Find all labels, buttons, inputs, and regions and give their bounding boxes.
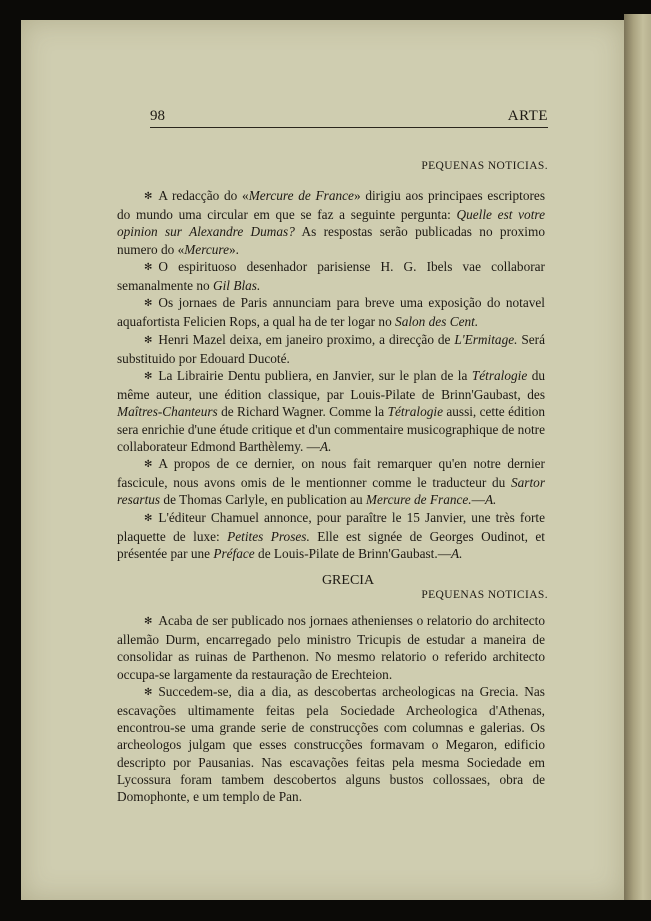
italic-text: Mercure [184,241,230,257]
text-run: de Thomas Carlyle, en publication au [160,492,366,508]
italic-text: Préface [213,546,255,562]
facing-page-edge [624,14,651,909]
italic-text: Quelle est votre opinion sur Alexandre Dumas? [117,207,545,240]
news-item [117,367,545,455]
text-run: de Richard Wagner. Comme la [217,404,388,420]
asterisk-icon: ✻ [144,459,153,471]
text-run: La Librairie Dentu publiera, en Janvier, sur le plan de la [158,368,472,384]
asterisk-icon: ✻ [144,616,153,627]
news-item [117,612,545,683]
text-run: Acaba de ser publicado nos jornaes athenienses o relatorio do architecto allemão Durm, encarregado pelo ministro Tricupis de estudar a maneira de consolidar as ruinas de Parthenon. No mesmo relatorio o referido architecto occupa-se largamente da restauração de Erechteion. [117,613,545,682]
italic-text: Tétralogie [471,368,528,384]
asterisk-icon: ✻ [144,298,153,310]
news-item [117,331,545,367]
italic-text: A. [484,492,497,508]
asterisk-icon: ✻ [144,334,153,346]
text-run: O espirituoso desenhador parisiense H. G. Ibels vae collaborar semanalmente no [117,258,545,294]
text-run: — [471,492,485,508]
news-item [117,258,545,294]
text-run: ». [229,241,239,257]
news-item [117,294,545,330]
header-rule [150,127,548,128]
page-header [150,108,548,128]
text-run: Elle est signée de Georges Oudinot, et présentée par une [117,528,545,562]
section-heading: PEQUENAS NOTICIAS. [421,160,548,172]
italic-text: Gil Blas. [213,278,261,294]
news-item [117,683,545,805]
news-items-france [117,187,545,562]
asterisk-icon: ✻ [144,191,153,202]
italic-text: A. [319,438,332,454]
asterisk-icon: ✻ [144,512,153,524]
italic-text: Salon des Cent. [395,314,479,330]
text-run: de Louis-Pilate de Brinn'Gaubast.— [254,546,451,562]
italic-text: Mercure de France. [365,492,472,508]
text-run: du même auteur, une édition classique, par Louis-Pilate de Brinn'Gaubast, des [117,368,545,403]
text-run: Será substituido por Edouard Ducoté. [117,331,546,366]
italic-text: Sartor resartus [117,475,545,508]
asterisk-icon: ✻ [144,261,153,273]
news-item [117,455,545,509]
text-run: A propos de ce dernier, on nous fait remarquer qu'en notre dernier fascicule, nous avons omis de le mentionner comme le traducteur du [117,456,545,491]
section-heading: PEQUENAS NOTICIAS. [421,589,548,601]
italic-text: Tétralogie [387,404,443,420]
news-item [117,509,545,563]
text-run: L'éditeur Chamuel annonce, pour paraître le 15 Janvier, une très forte plaquette de luxe: [117,509,545,544]
asterisk-icon: ✻ [144,686,153,698]
italic-text: Mercure de France [248,188,354,203]
scan-border [0,900,651,921]
text-run: » dirigiu aos principaes escriptores do mundo uma circular em que se faz a seguinte pergunta: [117,188,545,223]
text-run: aussi, cette édition sera enrichie d'une étude critique et d'un commentaire musicographique de notre collaborateur Edmond Barthèlemy. — [117,404,545,454]
text-run: As respostas serão publicadas no proximo numero do « [117,224,545,257]
text-run: Os jornaes de Paris annunciam para breve uma exposição do notavel aquafortista Felicien Rops, a qual ha de ter logar no [117,295,545,330]
running-title: ARTE [507,108,548,124]
news-items-grecia [117,612,545,805]
text-run: Henri Mazel deixa, em janeiro proximo, a direcção de [158,331,455,347]
subsection-title: GRECIA [321,573,375,588]
italic-text: Maîtres-Chanteurs [117,404,218,420]
asterisk-icon: ✻ [144,371,153,383]
text-run: Succedem-se, dia a dia, as descobertas archeologicas na Grecia. Nas escavações ultimamente feitas pela Sociedade Archeologica d'Athenas, encontrou-se uma grande serie de construcções com columnas e galerias. Os archeologos julgam que esses construcções formavam o Megaron, edificio descripto por Pausanias. Nas escavações feitas pela mesma Sociedade em Lycossura foram tambem descobertos alguns bustos collossaes, obra de Domophonte, e um templo de Pan. [117,683,545,805]
italic-text: A. [451,546,463,562]
italic-text: Petites Proses. [227,528,310,544]
page-number: 98 [150,108,165,124]
news-item [117,187,545,258]
italic-text: L'Ermitage. [454,331,518,347]
text-run: A redacção do « [158,188,249,203]
